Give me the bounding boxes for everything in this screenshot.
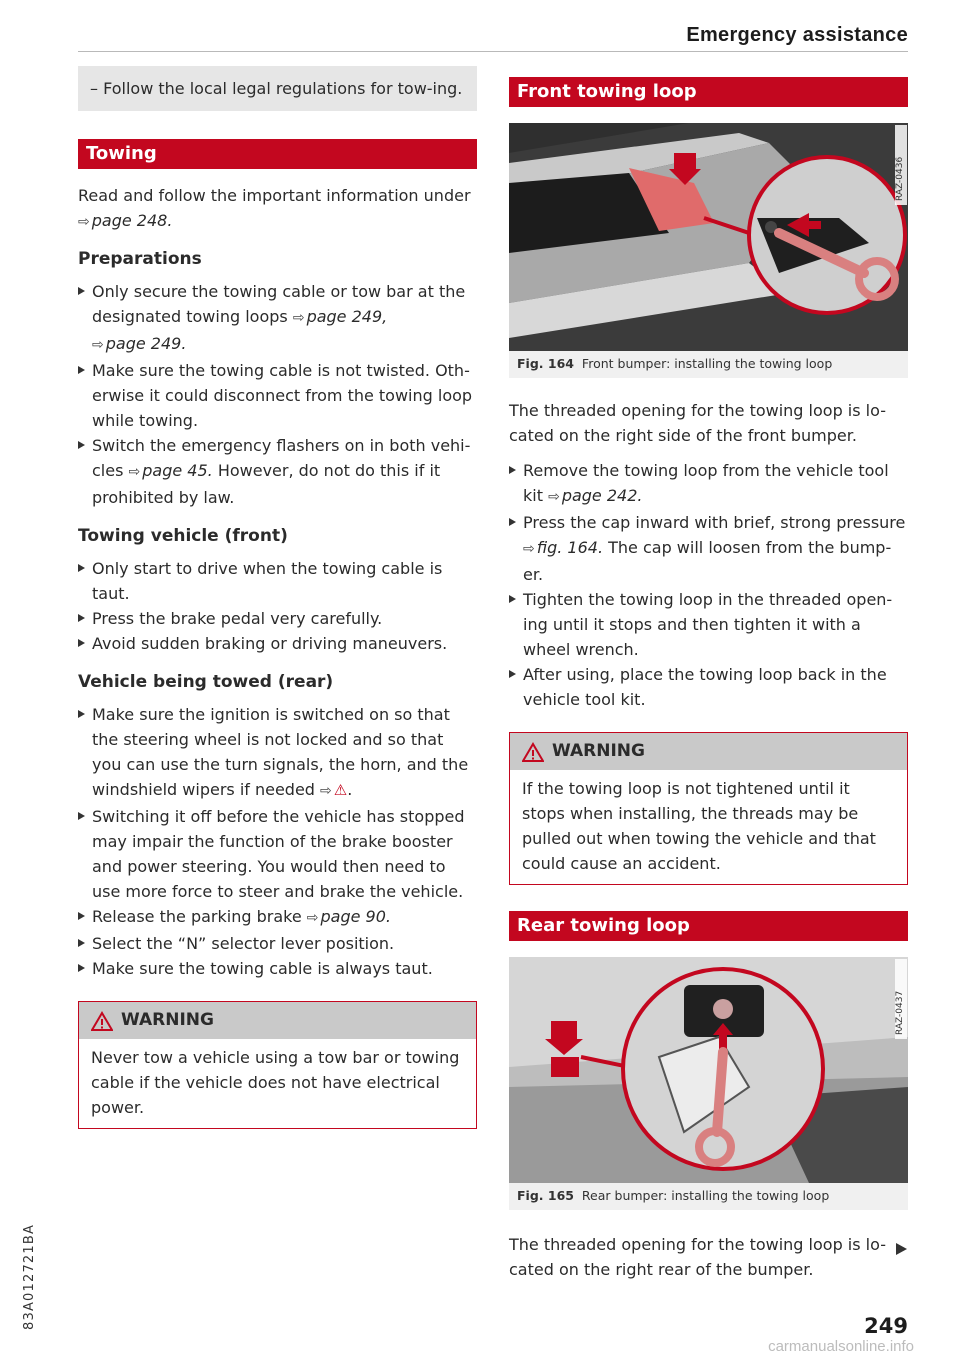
figure-165-caption-text: Rear bumper: installing the towing loop xyxy=(581,1188,830,1203)
list-item-text: Press the brake pedal very carefully. xyxy=(92,609,383,628)
warning-text: If the towing loop is not tightened until it stops when installing, the threads may be pulled out when towing the vehicle and that could cause an accident. xyxy=(522,779,876,873)
bullet-triangle-icon xyxy=(78,964,85,972)
continue-arrow-icon xyxy=(896,1243,907,1255)
warning-header xyxy=(510,733,907,770)
page-ref-arrow-icon: ⇨ xyxy=(548,489,560,505)
figure-164-caption-text: Front bumper: installing the towing loop xyxy=(581,356,833,371)
rear-loop-intro: The threaded opening for the towing loop is lo-cated on the right rear of the bumper. xyxy=(509,1235,886,1279)
warning-triangle-icon xyxy=(522,742,544,762)
page-ref-link[interactable]: page 248. xyxy=(91,211,173,230)
list-item-text: Switch the emergency flashers on in both vehi-cles xyxy=(92,436,471,480)
section-title-front-loop: Front towing loop xyxy=(509,77,908,107)
warning-ref-arrow-icon: ⇨ xyxy=(320,783,332,799)
warning-triangle-icon[interactable]: ⚠ xyxy=(333,781,348,799)
bullet-triangle-icon xyxy=(78,812,85,820)
list-item xyxy=(509,510,908,587)
list-item-text: Select the “N” selector lever position. xyxy=(92,934,395,953)
list-item-text: The cap will loosen from the bump-er. xyxy=(523,538,892,584)
list-item xyxy=(78,804,477,904)
bullet-triangle-icon xyxy=(78,366,85,374)
figure-ref-link[interactable]: fig. 164. xyxy=(536,538,604,557)
list-item-text: Make sure the ignition is switched on so that the steering wheel is not locked and so that you can use the turn signals, the horn, and the windshield wipers if needed xyxy=(92,705,469,799)
bullet-triangle-icon xyxy=(78,614,85,622)
bullet-triangle-icon xyxy=(78,939,85,947)
subheading-vehicle-towed: Vehicle being towed (rear) xyxy=(78,672,334,692)
document-code-text: 83A012721BA xyxy=(22,1223,37,1330)
preparations-list xyxy=(78,279,477,510)
subheading-towing-vehicle: Towing vehicle (front) xyxy=(78,526,288,546)
bullet-triangle-icon xyxy=(509,595,516,603)
rear-bumper-illustration xyxy=(509,957,908,1183)
list-item xyxy=(78,631,477,656)
section-title-rear-loop: Rear towing loop xyxy=(509,911,908,941)
warning-box xyxy=(509,732,908,885)
warning-triangle-icon xyxy=(91,1011,113,1031)
front-loop-intro: The threaded opening for the towing loop is lo-cated on the right side of the front bumper. xyxy=(509,401,886,445)
bullet-triangle-icon xyxy=(78,639,85,647)
figure-164-caption xyxy=(509,351,908,378)
bullet-triangle-icon xyxy=(78,564,85,572)
list-item xyxy=(78,931,477,956)
section-title-towing: Towing xyxy=(78,139,477,169)
list-item-text: Release the parking brake xyxy=(92,907,307,926)
list-item xyxy=(509,587,908,662)
figure-165 xyxy=(509,957,908,1210)
figure-code: RAZ-0437 xyxy=(895,990,905,1035)
bullet-triangle-icon xyxy=(78,912,85,920)
right-column xyxy=(509,77,908,1282)
page-ref-link[interactable]: page 242. xyxy=(561,486,643,505)
watermark: carmanualsonline.info xyxy=(768,1338,914,1355)
list-item xyxy=(78,433,477,510)
figure-165-caption xyxy=(509,1183,908,1210)
page-ref-arrow-icon: ⇨ xyxy=(78,214,90,230)
page-ref-link[interactable]: page 249, xyxy=(306,307,388,326)
left-column xyxy=(78,66,477,1129)
page-ref-arrow-icon: ⇨ xyxy=(292,310,305,326)
figure-165-label: Fig. 165 xyxy=(517,1188,574,1203)
bullet-triangle-icon xyxy=(78,287,85,295)
list-item-text: Tighten the towing loop in the threaded open-ing until it stops and then tighten it with a wheel wrench. xyxy=(523,590,893,659)
header-divider xyxy=(78,51,908,52)
list-item xyxy=(78,358,477,433)
list-item-text: Switching it off before the vehicle has stopped may impair the function of the brake booster and power steering. You would then need to use more force to steer and brake the vehicle. xyxy=(92,807,465,901)
list-item-text: Remove the towing loop from the vehicle tool kit xyxy=(523,461,889,505)
towing-intro-text: Read and follow the important information under xyxy=(78,186,471,205)
list-item: Make sure the ignition is switched on so that the steering wheel is not locked and so that you can use the turn signals, the horn, and the windshield wipers if needed ⇨ ⚠. xyxy=(78,702,477,804)
list-item xyxy=(78,904,477,931)
list-item-text: Make sure the towing cable is always taut. xyxy=(92,959,433,978)
warning-title: WARNING xyxy=(121,1010,214,1030)
page-ref-arrow-icon: ⇨ xyxy=(306,910,319,926)
list-item-text: However, do not do this if it prohibited by law. xyxy=(92,461,441,507)
list-item xyxy=(78,956,477,981)
front-bumper-illustration xyxy=(509,123,908,351)
list-item-text: Avoid sudden braking or driving maneuvers. xyxy=(92,634,448,653)
figure-164 xyxy=(509,123,908,378)
bullet-triangle-icon xyxy=(509,518,516,526)
front-loop-steps xyxy=(509,458,908,712)
page-header-title: Emergency assistance xyxy=(686,24,908,46)
vehicle-towed-list xyxy=(78,702,477,981)
bullet-triangle-icon xyxy=(509,466,516,474)
list-item xyxy=(78,556,477,606)
figure-165-image xyxy=(509,957,908,1183)
warning-title: WARNING xyxy=(552,741,645,761)
bullet-triangle-icon xyxy=(78,441,85,449)
list-item-text: Only start to drive when the towing cable is taut. xyxy=(92,559,443,603)
page-ref-link[interactable]: page 249. xyxy=(105,334,187,353)
document-code xyxy=(22,1150,42,1330)
list-item xyxy=(78,606,477,631)
bullet-triangle-icon xyxy=(509,670,516,678)
subheading-preparations: Preparations xyxy=(78,249,202,269)
towing-intro xyxy=(78,183,477,235)
legal-note xyxy=(78,66,477,111)
page-ref-link[interactable]: page 45. xyxy=(142,461,213,480)
list-item-text: Press the cap inward with brief, strong pressure xyxy=(523,513,906,532)
list-item xyxy=(78,279,477,358)
page-ref-link[interactable]: page 90. xyxy=(320,907,391,926)
bullet-triangle-icon xyxy=(78,710,85,718)
figure-ref-arrow-icon: ⇨ xyxy=(523,541,535,557)
figure-164-image xyxy=(509,123,908,351)
page-ref-arrow-icon: ⇨ xyxy=(128,464,141,480)
warning-box xyxy=(78,1001,477,1129)
list-item-text: Make sure the towing cable is not twisted. Oth-erwise it could disconnect from the towing loop while towing. xyxy=(92,361,473,430)
warning-text: Never tow a vehicle using a tow bar or towing cable if the vehicle does not have electrical power. xyxy=(91,1048,460,1117)
list-item xyxy=(509,458,908,510)
list-item-text: After using, place the towing loop back in the vehicle tool kit. xyxy=(523,665,887,709)
warning-header xyxy=(79,1002,476,1039)
legal-note-text: – Follow the local legal regulations for tow-ing. xyxy=(90,79,463,98)
figure-code: RAZ-0436 xyxy=(895,156,905,201)
page-number: 249 xyxy=(864,1314,908,1338)
list-item xyxy=(509,662,908,712)
page-ref-arrow-icon: ⇨ xyxy=(92,337,104,353)
list-item-text: Only secure the towing cable or tow bar at the designated towing loops xyxy=(92,282,466,326)
towing-vehicle-list xyxy=(78,556,477,656)
figure-164-label: Fig. 164 xyxy=(517,356,574,371)
